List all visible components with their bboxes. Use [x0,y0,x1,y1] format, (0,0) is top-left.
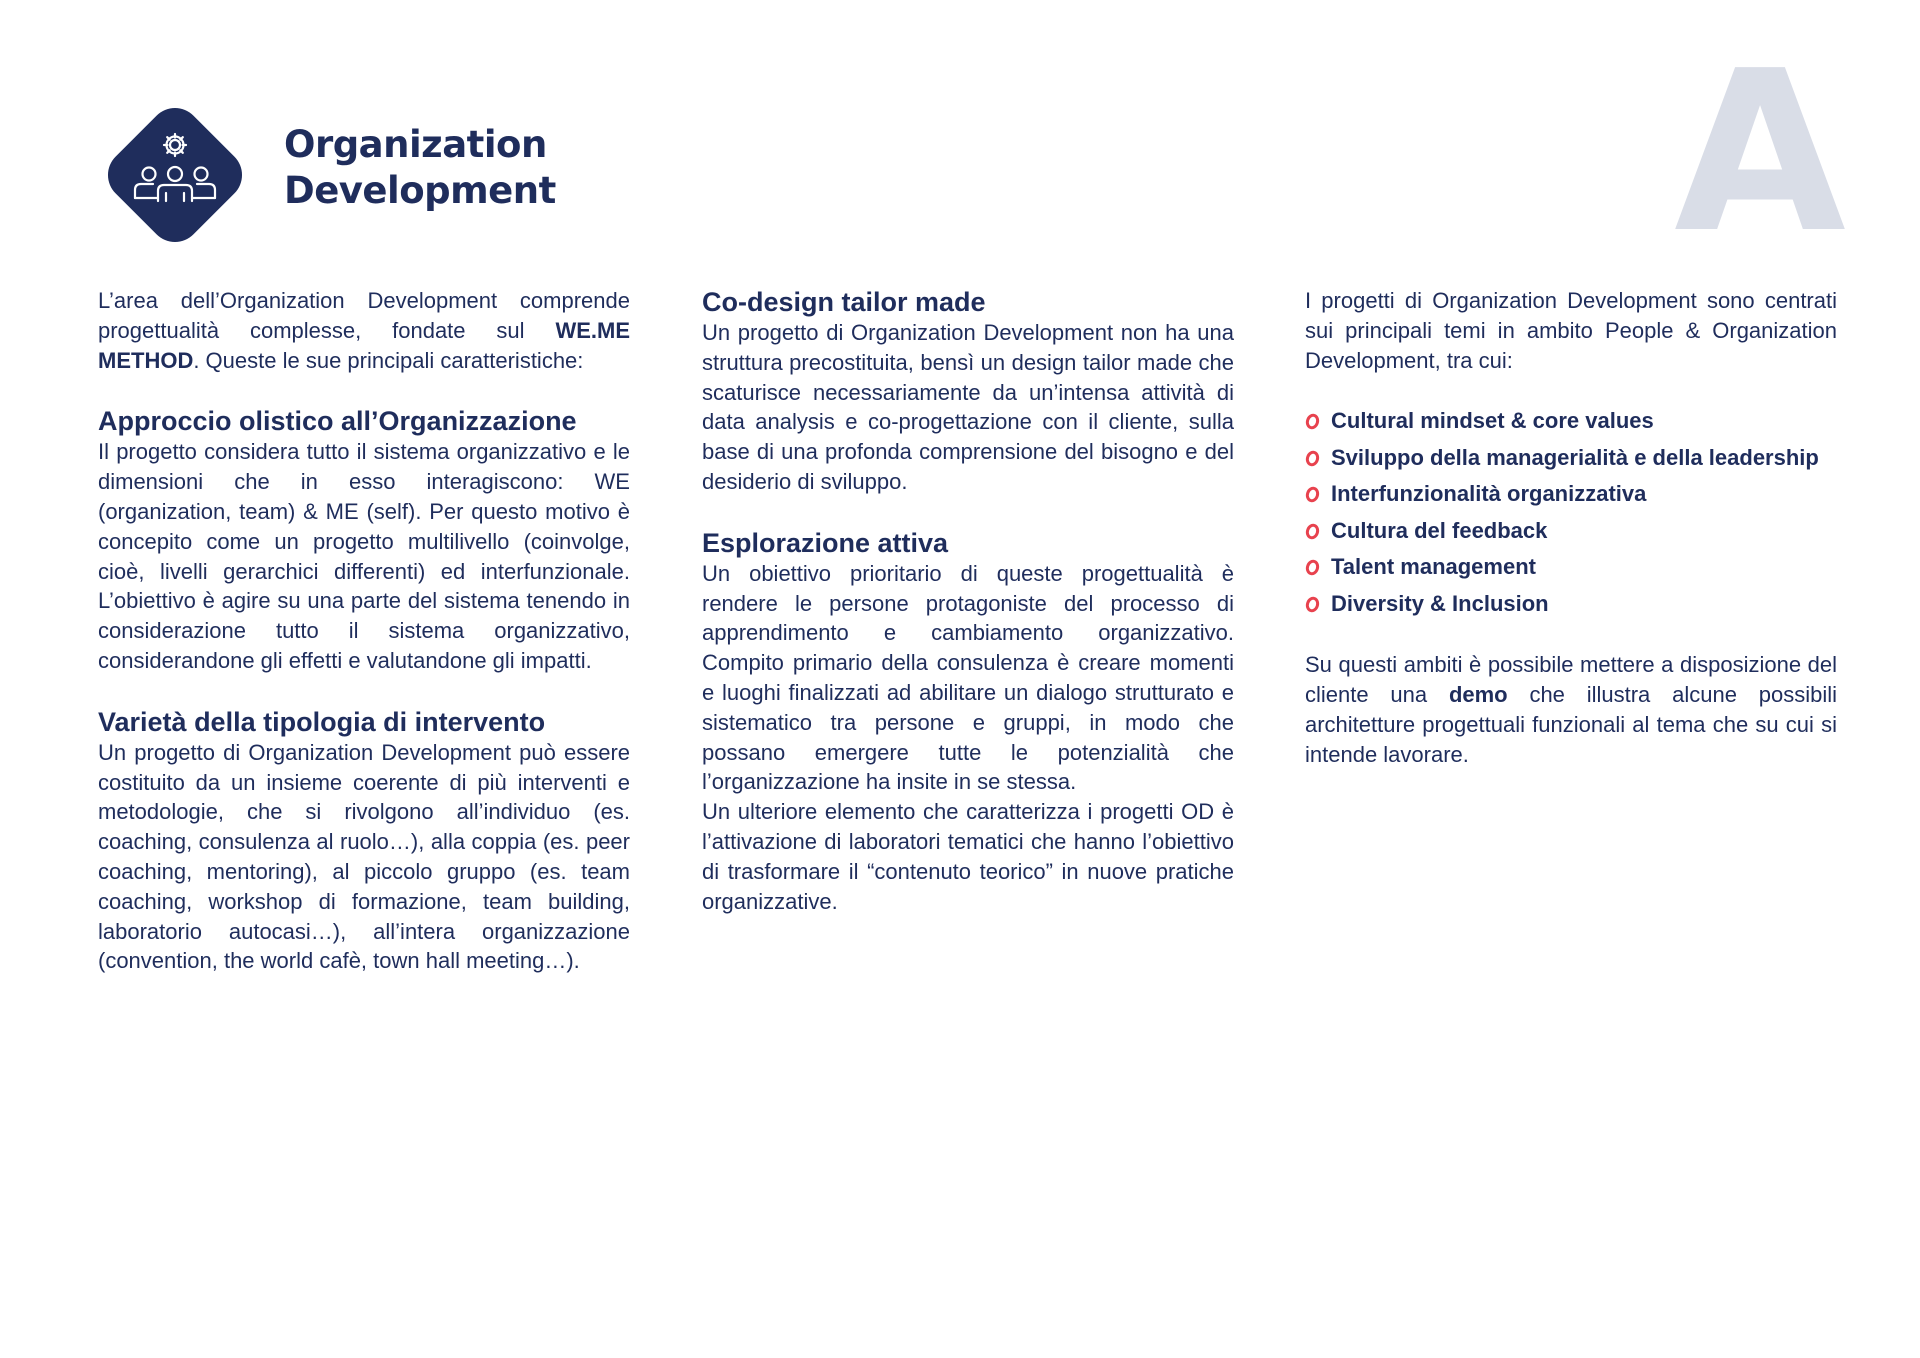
column-right [1305,286,1837,770]
page-title-line1: Organization [284,123,547,166]
list-item [1305,476,1837,513]
section-body: Un ulteriore elemento che caratterizza i progetti OD è l’attivazione di laboratori tematici che hanno l’obiettivo di trasformare il “contenuto teorico” in nuove pratiche organizzative. [702,799,1234,914]
section-heading: Esplorazione attiva [702,527,949,558]
list-item [1305,440,1837,477]
section-heading: Co-design tailor made [702,287,986,317]
column-middle [702,286,1234,916]
outro-text-end: che illustra alcune possibili architetture progettuali funzionali al tema che su cui si intende lavorare. [1305,682,1838,767]
o-bullet-icon [1305,450,1320,467]
list-item [1305,403,1837,440]
intro-paragraph [98,286,630,375]
list-item [1305,586,1837,623]
topics-list [1305,403,1837,622]
page-title [284,122,556,214]
o-bullet-icon [1305,596,1320,613]
o-bullet-icon [1305,486,1320,503]
method-name: WE.ME METHOD [98,317,630,373]
section-body: Un progetto di Organization Development può essere costituito da un insieme coerente di più interventi e metodologie, che si rivolgono all’individuo (es. coaching, consulenza al ruolo…), alla coppia (es. peer coaching, mentoring), al piccolo gruppo (es. team coaching, workshop di formazione, team building, laboratorio autocasi…), all’intera organizzazione (convention, the world cafè, town hall meeting…). [98,739,630,974]
o-bullet-icon [1305,413,1320,430]
outro-text: Su questi ambiti è possibile mettere a disposizione del cliente una [1305,652,1837,708]
column-left [98,286,630,976]
section-body: Un obiettivo prioritario di queste progettualità è rendere le persone protagoniste del processo di apprendimento e cambiamento organizzativo. Compito primario della consulenza è creare momenti e luoghi finalizzati ad abilitare un dialogo strutturato e sistematico tra persone e gruppi, in modo che possano emergere tutte le potenzialità che l’organizzazione ha insite in se stessa. [702,560,1234,795]
page-title-line2: Development [284,169,556,212]
section-body: Un progetto di Organization Development non ha una struttura precostituita, bensì un design tailor made che scaturisce necessariamente da un’intensa attività di data analysis e co-progettazione con il cliente, sulla base di una profonda comprensione del bisogno e del desiderio di sviluppo. [702,320,1234,494]
topic-label: Sviluppo della managerialità e della leadership [1331,444,1819,470]
outro-paragraph [1305,650,1837,769]
list-item [1305,549,1837,586]
intro-text-end: . Queste le sue principali caratteristiche: [193,347,584,373]
topics-intro: I progetti di Organization Development sono centrati sui principali temi in ambito People & Organization Development, tra cui: [1305,288,1837,373]
intro-text: L’area dell’Organization Development comprende progettualità complesse, fondate sul [98,288,630,343]
people-gear-icon [98,98,252,252]
logo-diamond-svg [98,98,252,252]
topic-label: Diversity & Inclusion [1331,590,1549,616]
section-heading: Varietà della tipologia di intervento [98,706,546,737]
topic-label: Cultural mindset & core values [1331,408,1654,434]
section-heading: Approccio olistico all’Organizzazione [98,406,577,437]
o-bullet-icon [1305,523,1320,540]
topic-label: Talent management [1331,554,1536,580]
topic-label: Cultura del feedback [1331,517,1548,543]
list-item [1305,513,1837,550]
section-letter: A [1674,24,1846,282]
topic-label: Interfunzionalità organizzativa [1331,481,1647,507]
o-bullet-icon [1305,559,1320,576]
demo-keyword: demo [1448,682,1508,708]
section-body: Il progetto considera tutto il sistema organizzativo e le dimensioni che in esso interagiscono: WE (organization, team) & ME (self). Per questo motivo è concepito come un progetto multilivello (coinvolge, cioè, livelli gerarchici differenti) ed interfunzionale. L’obiettivo è agire su una parte del sistema tenendo in considerazione tutto il sistema organizzativo, considerandone gli effetti e valutandone gli impatti. [98,439,630,673]
